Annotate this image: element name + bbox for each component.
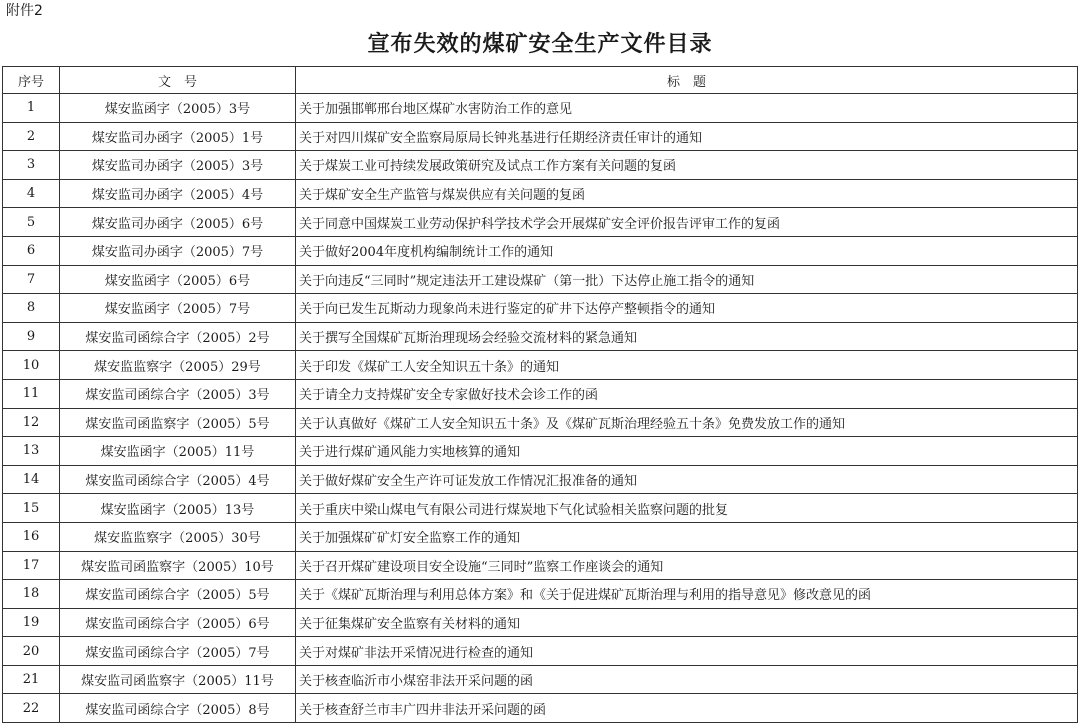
table-row [3,236,1078,265]
cell-doc-number: 煤安监函字（2005）11号 [60,437,296,466]
table-header-row [3,67,1078,94]
cell-no: 16 [3,522,60,551]
cell-doc-number: 煤安监司函监察字（2005）11号 [60,665,296,694]
table-row [3,580,1078,609]
cell-no: 7 [3,265,60,294]
table-row [3,179,1078,208]
cell-no: 5 [3,208,60,237]
cell-title: 关于撰写全国煤矿瓦斯治理现场会经验交流材料的紧急通知 [296,322,1078,351]
cell-no: 10 [3,351,60,380]
cell-title: 关于加强煤矿矿灯安全监察工作的通知 [296,522,1078,551]
table-row [3,322,1078,351]
cell-title: 关于印发《煤矿工人安全知识五十条》的通知 [296,351,1078,380]
column-header-no: 序号 [3,67,60,94]
table-row [3,608,1078,637]
cell-no: 8 [3,294,60,323]
table-row [3,94,1078,123]
table-row [3,637,1078,666]
cell-no: 20 [3,637,60,666]
table-header [3,67,1078,94]
cell-title: 关于煤炭工业可持续发展政策研究及试点工作方案有关问题的复函 [296,151,1078,180]
cell-no: 12 [3,408,60,437]
cell-title: 关于核查临沂市小煤窑非法开采问题的函 [296,665,1078,694]
cell-title: 关于对煤矿非法开采情况进行检查的通知 [296,637,1078,666]
cell-no: 6 [3,236,60,265]
table-row [3,294,1078,323]
cell-doc-number: 煤安监司办函字（2005）7号 [60,236,296,265]
cell-no: 4 [3,179,60,208]
cell-doc-number: 煤安监司函综合字（2005）3号 [60,379,296,408]
cell-doc-number: 煤安监监察字（2005）30号 [60,522,296,551]
table-row [3,494,1078,523]
cell-title: 关于对四川煤矿安全监察局原局长钟兆基进行任期经济责任审计的通知 [296,122,1078,151]
cell-title: 关于做好2004年度机构编制统计工作的通知 [296,236,1078,265]
cell-doc-number: 煤安监司办函字（2005）4号 [60,179,296,208]
table-row [3,122,1078,151]
cell-doc-number: 煤安监监察字（2005）29号 [60,351,296,380]
cell-no: 1 [3,94,60,123]
cell-title: 关于进行煤矿通风能力实地核算的通知 [296,437,1078,466]
table-row [3,379,1078,408]
page-title: 宣布失效的煤矿安全生产文件目录 [367,32,713,57]
table-row [3,551,1078,580]
table-row [3,694,1078,723]
cell-no: 17 [3,551,60,580]
cell-doc-number: 煤安监司函综合字（2005）5号 [60,580,296,609]
cell-title: 关于煤矿安全生产监管与煤炭供应有关问题的复函 [296,179,1078,208]
cell-doc-number: 煤安监司办函字（2005）6号 [60,208,296,237]
cell-doc-number: 煤安监司函综合字（2005）4号 [60,465,296,494]
cell-no: 11 [3,379,60,408]
cell-title: 关于请全力支持煤矿安全专家做好技术会诊工作的函 [296,379,1078,408]
cell-title: 关于重庆中梁山煤电气有限公司进行煤炭地下气化试验相关监察问题的批复 [296,494,1078,523]
cell-no: 18 [3,580,60,609]
cell-title: 关于《煤矿瓦斯治理与利用总体方案》和《关于促进煤矿瓦斯治理与利用的指导意见》修改意见的函 [296,580,1078,609]
cell-no: 14 [3,465,60,494]
table-body [3,94,1078,723]
table-row [3,522,1078,551]
table-row [3,265,1078,294]
table-row [3,465,1078,494]
cell-no: 3 [3,151,60,180]
cell-title: 关于认真做好《煤矿工人安全知识五十条》及《煤矿瓦斯治理经验五十条》免费发放工作的通知 [296,408,1078,437]
cell-doc-number: 煤安监司办函字（2005）3号 [60,151,296,180]
cell-title: 关于征集煤矿安全监察有关材料的通知 [296,608,1078,637]
cell-no: 13 [3,437,60,466]
cell-no: 21 [3,665,60,694]
cell-title: 关于核查舒兰市丰广四井非法开采问题的函 [296,694,1078,723]
cell-title: 关于加强邯郸邢台地区煤矿水害防治工作的意见 [296,94,1078,123]
cell-doc-number: 煤安监司函综合字（2005）6号 [60,608,296,637]
cell-title: 关于同意中国煤炭工业劳动保护科学技术学会开展煤矿安全评价报告评审工作的复函 [296,208,1078,237]
attachment-label: 附件2 [6,3,43,19]
cell-doc-number: 煤安监司函综合字（2005）8号 [60,694,296,723]
cell-title: 关于向已发生瓦斯动力现象尚未进行鉴定的矿井下达停产整顿指令的通知 [296,294,1078,323]
cell-no: 9 [3,322,60,351]
cell-doc-number: 煤安监司函综合字（2005）7号 [60,637,296,666]
table-row [3,437,1078,466]
cell-title: 关于召开煤矿建设项目安全设施“三同时”监察工作座谈会的通知 [296,551,1078,580]
cell-no: 15 [3,494,60,523]
cell-title: 关于做好煤矿安全生产许可证发放工作情况汇报准备的通知 [296,465,1078,494]
table-row [3,151,1078,180]
cell-title: 关于向违反“三同时”规定违法开工建设煤矿（第一批）下达停止施工指令的通知 [296,265,1078,294]
cell-no: 22 [3,694,60,723]
column-header-doc-number: 文 号 [60,67,296,94]
cell-no: 2 [3,122,60,151]
table-row [3,408,1078,437]
cell-doc-number: 煤安监函字（2005）6号 [60,265,296,294]
table-row [3,351,1078,380]
cell-doc-number: 煤安监函字（2005）3号 [60,94,296,123]
cell-no: 19 [3,608,60,637]
document-catalog-table [2,66,1078,723]
cell-doc-number: 煤安监函字（2005）13号 [60,494,296,523]
cell-doc-number: 煤安监司函监察字（2005）10号 [60,551,296,580]
cell-doc-number: 煤安监司函监察字（2005）5号 [60,408,296,437]
table-row [3,208,1078,237]
cell-doc-number: 煤安监司办函字（2005）1号 [60,122,296,151]
cell-doc-number: 煤安监函字（2005）7号 [60,294,296,323]
table-row [3,665,1078,694]
cell-doc-number: 煤安监司函综合字（2005）2号 [60,322,296,351]
column-header-title: 标 题 [296,67,1078,94]
